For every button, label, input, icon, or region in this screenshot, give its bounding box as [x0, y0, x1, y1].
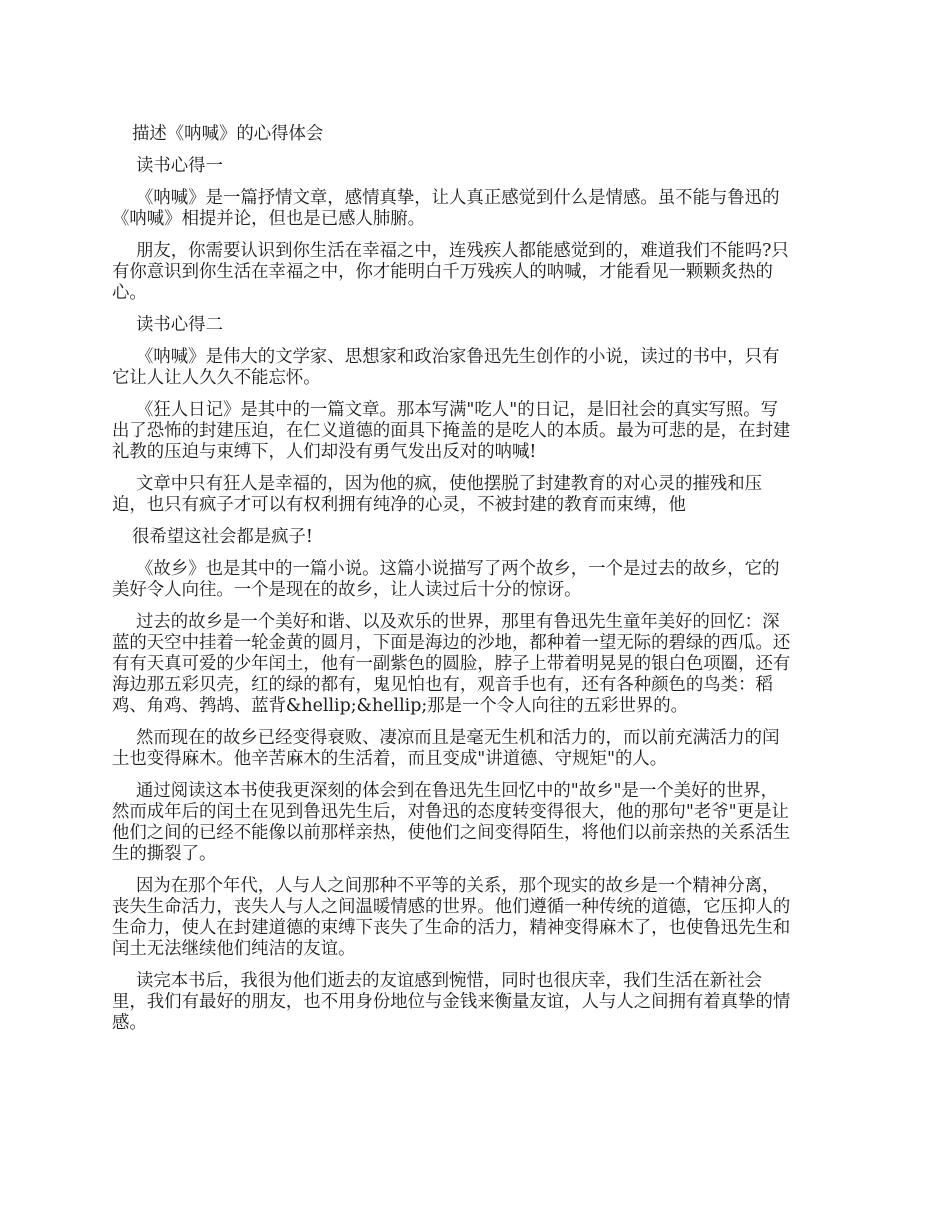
text-line: 他们之间的已经不能像以前那样亲热，使他们之间变得陌生，将他们以前亲热的关系活生 — [112, 823, 791, 843]
text-line: 蓝的天空中挂着一轮金黄的圆月，下面是海边的沙地，都种着一望无际的碧绿的西瓜。还 — [112, 633, 791, 653]
paragraph — [112, 474, 838, 516]
text-line: 然而现在的故乡已经变得衰败、凄凉而且是毫无生机和活力的，而以前充满活力的闰 — [136, 728, 780, 748]
text-line: 有你意识到你生活在幸福之中，你才能明白千万残疾人的呐喊，才能看见一颗颗炙热的 — [112, 262, 773, 282]
text-line: 丧失生命活力，丧失人与人之间温暖情感的世界。他们遵循一种传统的道德，它压抑人的 — [112, 897, 791, 917]
doc-title — [112, 124, 838, 145]
text-line: 通过阅读这本书使我更深刻的体会到在鲁迅先生回忆中的"故乡"是一个美好的世界， — [136, 781, 779, 801]
text-line: 生的撕裂了。 — [112, 844, 217, 864]
paragraph — [112, 971, 838, 1034]
text-line: 因为在那个年代，人与人之间那种不平等的关系，那个现实的故乡是一个精神分离， — [136, 876, 780, 896]
text-line: 海边那五彩贝壳，红的绿的都有，鬼见怕也有，观音手也有，还有各种颜色的鸟类：稻 — [112, 675, 773, 695]
text-line: 过去的故乡是一个美好和谐、以及欢乐的世界，那里有鲁迅先生童年美好的回忆：深 — [136, 612, 780, 632]
text-line: 土也变得麻木。他辛苦麻木的生活着，而且变成"讲道德、守规矩"的人。 — [112, 749, 668, 769]
text-line: 《呐喊》是一篇抒情文章，感情真挚，让人真正感觉到什么是情感。虽不能与鲁迅的 — [136, 188, 780, 208]
paragraph — [112, 241, 838, 304]
text-line: 文章中只有狂人是幸福的，因为他的疯，使他摆脱了封建教育的对心灵的摧残和压 — [136, 474, 763, 494]
text-line: 感。 — [112, 1013, 147, 1033]
section-heading-1 — [112, 156, 838, 177]
text-line: 很希望这社会都是疯子! — [132, 527, 313, 547]
text-line: 读完本书后，我很为他们逝去的友谊感到惋惜，同时也很庆幸，我们生活在新社会 — [136, 971, 763, 991]
paragraph — [112, 876, 838, 960]
text-line: 里，我们有最好的朋友，也不用身份地位与金钱来衡量友谊，人与人之间拥有着真挚的情 — [112, 992, 791, 1012]
paragraph — [112, 527, 838, 548]
text-line: 读书心得二 — [136, 315, 223, 335]
document-page — [112, 124, 838, 1045]
text-line: 美好令人向往。一个是现在的故乡，让人读过后十分的惊讶。 — [112, 580, 582, 600]
text-line: 心。 — [112, 283, 147, 303]
paragraph — [112, 347, 838, 389]
text-line: 有有天真可爱的少年闰土，他有一副紫色的圆脸，脖子上带着明晃晃的银白色项圈，还有 — [112, 654, 791, 674]
text-line: 生命力，使人在封建道德的束缚下丧失了生命的活力，精神变得麻木了，也使鲁迅先生和 — [112, 918, 791, 938]
text-line: 读书心得一 — [136, 156, 223, 176]
text-line: 《呐喊》相提并论，但也是已感人肺腑。 — [112, 209, 426, 229]
paragraph — [112, 728, 838, 770]
text-line: 朋友，你需要认识到你生活在幸福之中，连残疾人都能感觉到的，难道我们不能吗?只 — [136, 241, 789, 261]
text-line: 《狂人日记》是其中的一篇文章。那本写满"吃人"的日记，是旧社会的真实写照。写 — [136, 400, 779, 420]
text-line: 《故乡》也是其中的一篇小说。这篇小说描写了两个故乡，一个是过去的故乡，它的 — [136, 559, 780, 579]
text-line: 描述《呐喊》的心得体会 — [132, 124, 324, 144]
text-line: 它让人让人久久不能忘怀。 — [112, 368, 321, 388]
text-line: 礼教的压迫与束缚下，人们却没有勇气发出反对的呐喊! — [112, 442, 537, 462]
text-line: 然而成年后的闰土在见到鲁迅先生后，对鲁迅的态度转变得很大，他的那句"老爷"更是让 — [112, 802, 789, 822]
text-line: 鸡、角鸡、鹁鸪、蓝背&hellip;&hellip;那是一个令人向往的五彩世界的。 — [112, 696, 689, 716]
paragraph — [112, 612, 838, 717]
text-line: 迫，也只有疯子才可以有权利拥有纯净的心灵，不被封建的教育而束缚，他 — [112, 495, 686, 515]
paragraph — [112, 559, 838, 601]
text-line: 出了恐怖的封建压迫，在仁义道德的面具下掩盖的是吃人的本质。最为可悲的是，在封建 — [112, 421, 791, 441]
section-heading-2 — [112, 315, 838, 336]
paragraph — [112, 400, 838, 463]
text-line: 闰土无法继续他们纯洁的友谊。 — [112, 939, 356, 959]
text-line: 《呐喊》是伟大的文学家、思想家和政治家鲁迅先生创作的小说，读过的书中，只有 — [136, 347, 780, 367]
paragraph — [112, 188, 838, 230]
paragraph — [112, 781, 838, 865]
